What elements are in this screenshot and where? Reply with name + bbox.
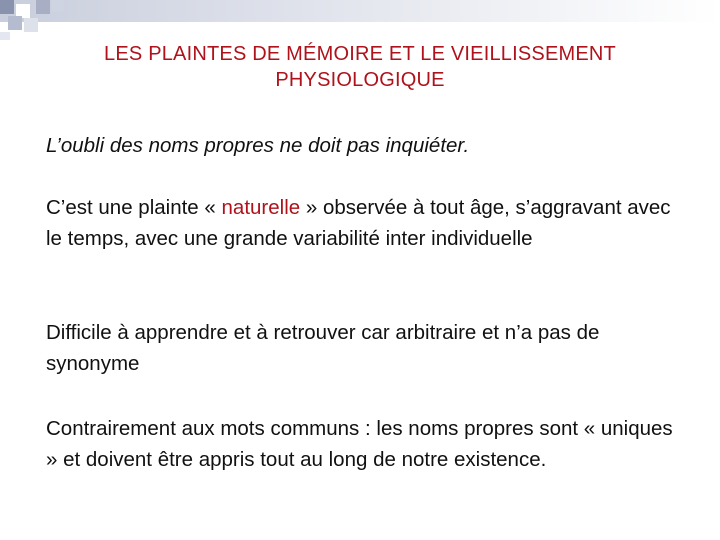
slide-title [40, 41, 680, 93]
paragraph-plainte-after: » observée à tout âge, s’aggravant avec le temps, avec une grande variabilité inter individuelle [46, 196, 671, 250]
paragraph-contrairement: Contrairement aux mots communs : les noms propres sont « uniques » et doivent être appris tout au long de notre existence. [46, 417, 673, 471]
slide-title-line2: PHYSIOLOGIQUE [275, 69, 445, 91]
highlight-naturelle: naturelle [221, 196, 301, 219]
slide-title-line1: LES PLAINTES DE MÉMOIRE ET LE VIEILLISSEMENT [104, 43, 616, 65]
lead-paragraph: L’oubli des noms propres ne doit pas inquiéter. [46, 134, 470, 157]
paragraph-plainte [46, 192, 686, 254]
paragraph-plainte-before: C’est une plainte « [46, 196, 222, 219]
paragraph-difficile: Difficile à apprendre et à retrouver car arbitraire et n’a pas de synonyme [46, 321, 600, 375]
corner-squares-decoration [0, 0, 720, 40]
